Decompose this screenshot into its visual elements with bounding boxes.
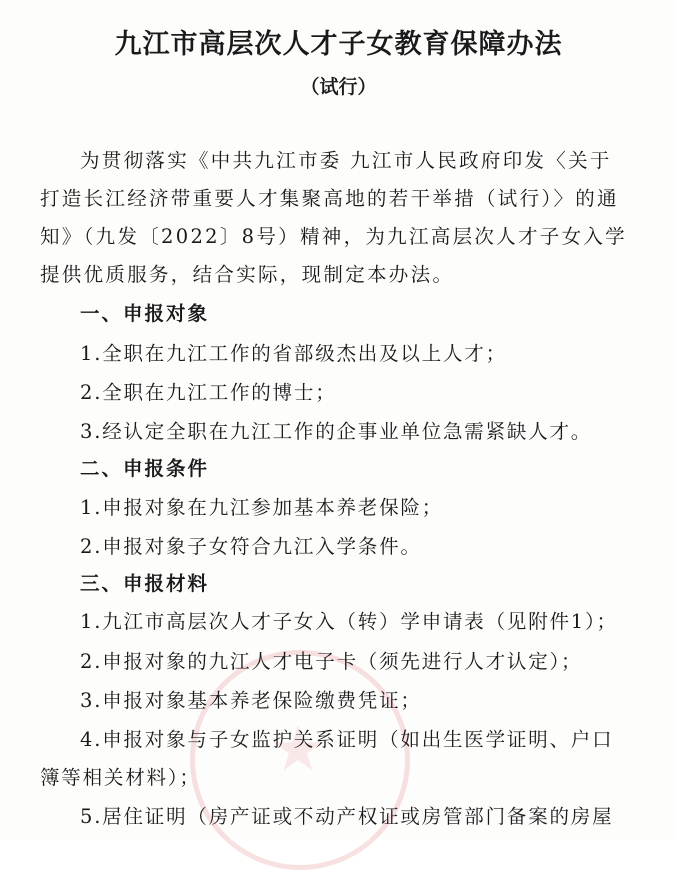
intro-line-2: 打造长江经济带重要人才集聚高地的若干举措（试行）〉的通 (40, 187, 619, 210)
section-heading-applicants: 一、申报对象 (80, 302, 210, 325)
official-seal-stamp (190, 650, 410, 870)
section-1-item-3: 3.经认定全职在九江工作的企事业单位急需紧缺人才。 (80, 420, 593, 443)
section-1-item-2: 2.全职在九江工作的博士； (80, 381, 337, 404)
section-3-item-4-continued: 簿等相关材料）； (40, 766, 201, 789)
intro-line-3: 知》（九发〔2022〕8号）精神，为九江高层次人才子女入学 (40, 225, 627, 248)
section-3-item-2: 2.申报对象的九江人才电子卡（须先进行人才认定）； (80, 650, 583, 673)
section-3-item-3: 3.申报对象基本养老保险缴费凭证； (80, 689, 422, 712)
section-3-item-1: 1.九江市高层次人才子女入（转）学申请表（见附件1）； (80, 610, 618, 633)
document-subtitle: （试行） (300, 76, 377, 98)
intro-line-1: 为贯彻落实《中共九江市委 九江市人民政府印发〈关于 (80, 149, 612, 172)
section-3-item-5: 5.居住证明（房产证或不动产权证或房管部门备案的房屋 (80, 805, 614, 828)
intro-line-4: 提供优质服务，结合实际，现制定本办法。 (40, 263, 455, 286)
section-1-item-1: 1.全职在九江工作的省部级杰出及以上人才； (80, 342, 507, 365)
section-2-item-1: 1.申报对象在九江参加基本养老保险； (80, 496, 444, 519)
section-3-item-4: 4.申报对象与子女监护关系证明（如出生医学证明、户口 (80, 728, 614, 751)
section-heading-materials: 三、申报材料 (80, 572, 210, 595)
document-title: 九江市高层次人才子女教育保障办法 (114, 29, 563, 60)
section-2-item-2: 2.申报对象子女符合九江入学条件。 (80, 535, 422, 558)
section-heading-conditions: 二、申报条件 (80, 457, 210, 480)
